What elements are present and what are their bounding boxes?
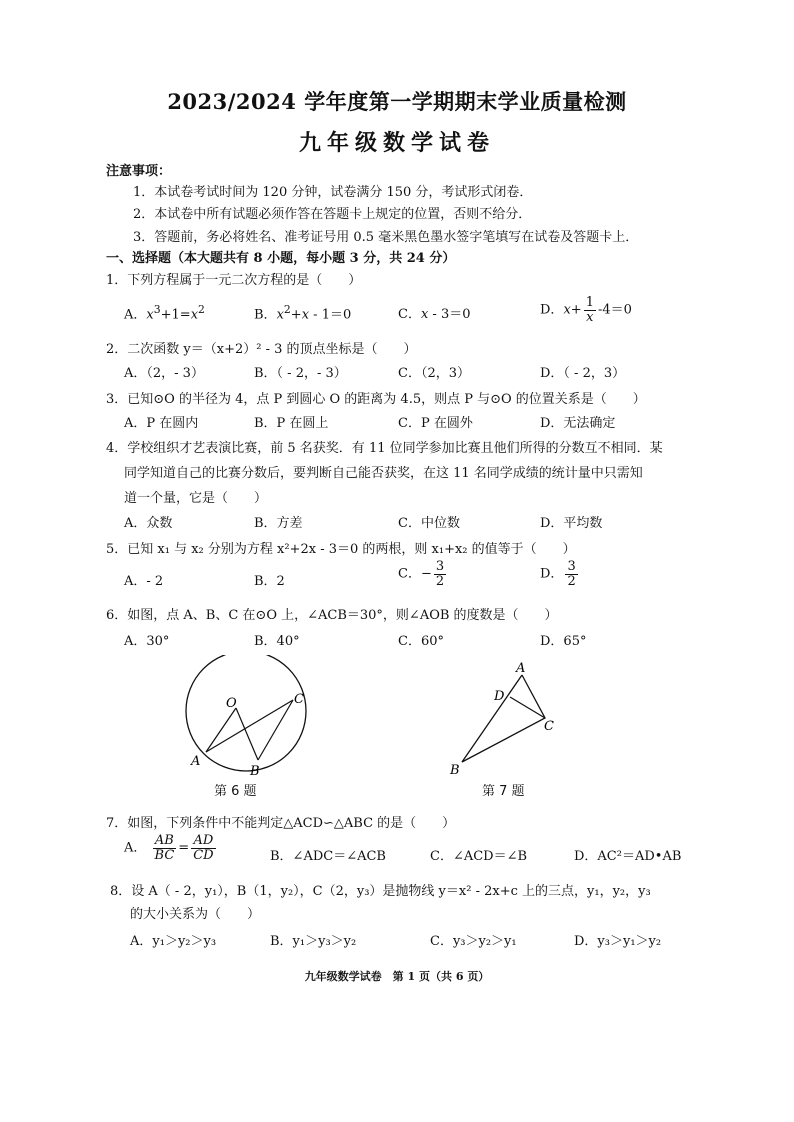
segment-ac (206, 700, 293, 752)
q2-stem: 2．二次函数 y＝（x+2）² - 3 的顶点坐标是（ ） (106, 342, 417, 357)
label-c: C (294, 692, 304, 707)
q1-option-d: D．x+ $\frac{1}{x}$ -4＝0 (540, 295, 632, 325)
q1-stem: 1．下列方程属于一元二次方程的是（ ） (106, 273, 362, 288)
q4-option-a: A．众数 (124, 516, 173, 531)
q6-option-b: B．40° (254, 634, 300, 649)
figure-6-caption: 第 6 题 (214, 784, 257, 799)
q4-line-2: 同学知道自己的比赛分数后，要判断自己能否获奖，在这 11 名同学成绩的统计量中只需知 (124, 466, 643, 481)
q7-option-d: D．AC²＝AD•AB (574, 849, 682, 864)
exam-subtitle: 九年级数学试卷 (298, 130, 495, 156)
q1-option-a: A．$x^3+1=x^2$ (124, 303, 205, 323)
q7-option-c: C．∠ACD＝∠B (430, 849, 528, 864)
notice-item-3: 3．答题前，务必将姓名、准考证号用 0.5 毫米黑色墨水签字笔填写在试卷及答题卡上． (133, 230, 639, 245)
figure-6-circle (170, 655, 330, 780)
label-o: O (226, 696, 237, 711)
q7-option-b: B．∠ADC＝∠ACB (270, 849, 386, 864)
q8-option-c: C．y₃＞y₂＞y₁ (430, 934, 517, 949)
q5-option-d: D． $\frac{3}{2}$ (540, 559, 576, 589)
figure-7-triangle (440, 660, 570, 780)
label-b: B (450, 763, 460, 778)
q7-stem: 7．如图，下列条件中不能判定△ACD∽△ABC 的是（ ） (106, 816, 456, 831)
q2-option-d: D．（ - 2，3） (540, 366, 626, 381)
q1-option-b: B．$x^2+x - 1=0$ (254, 303, 352, 323)
q2-option-b: B．（ - 2，- 3） (254, 366, 347, 381)
section-heading: 一、选择题（本大题共有 8 小题，每小题 3 分，共 24 分） (106, 251, 456, 266)
q4-option-b: B．方差 (254, 516, 303, 531)
q8-option-d: D．y₃＞y₁＞y₂ (574, 934, 662, 949)
q4-option-d: D．平均数 (540, 516, 603, 531)
q3-option-a: A．P 在圆内 (124, 416, 199, 431)
q7-option-a: A． $\frac{AB}{BC}$ = $\frac{AD}{CD}$ (124, 833, 214, 863)
q4-line-3: 道一个量，它是（ ） (124, 491, 268, 506)
q5-option-b: B．2 (254, 574, 285, 589)
q1-option-c: C．x - 3＝0 (398, 307, 471, 322)
q3-stem: 3．已知⊙O 的半径为 4，点 P 到圆心 O 的距离为 4.5，则点 P 与⊙O 的位置关系是（ ） (106, 392, 646, 407)
q5-stem: 5．已知 x₁ 与 x₂ 分别为方程 x²+2x - 3＝0 的两根，则 x₁+x₂ 的值等于（ ） (106, 542, 576, 557)
q4-line-1: 4．学校组织才艺表演比赛，前 5 名获奖．有 11 位同学参加比赛且他们所得的分数互不相同．某 (106, 441, 663, 456)
figure-7-caption: 第 7 题 (482, 784, 525, 799)
notice-item-2: 2．本试卷中所有试题必须作答在答题卡上规定的位置，否则不给分． (133, 207, 532, 222)
segment-bc (258, 700, 293, 760)
notice-heading: 注意事项： (106, 164, 172, 179)
q8-line-1: 8．设 A（ - 2，y₁），B（1，y₂），C（2，y₃）是抛物线 y＝x² - 2x+c 上的三点，y₁，y₂，y₃ (110, 884, 651, 899)
q5-option-c: C．− $\frac{3}{2}$ (398, 559, 445, 589)
q2-option-a: A．（2，- 3） (124, 366, 204, 381)
q3-option-d: D．无法确定 (540, 416, 616, 431)
circle-o (186, 655, 306, 771)
q6-stem: 6．如图，点 A、B、C 在⊙O 上，∠ACB＝30°，则∠AOB 的度数是（ ） (106, 608, 558, 623)
label-c: C (544, 719, 554, 734)
segment-oa (206, 708, 236, 752)
q6-option-d: D．65° (540, 634, 587, 649)
exam-title: 2023/2024 学年度第一学期期末学业质量检测 (167, 89, 627, 114)
q2-option-c: C．（2，3） (398, 366, 470, 381)
q3-option-c: C．P 在圆外 (398, 416, 473, 431)
q6-option-a: A．30° (124, 634, 170, 649)
q5-option-a: A．- 2 (124, 574, 164, 589)
q3-option-b: B．P 在圆上 (254, 416, 329, 431)
q6-option-c: C．60° (398, 634, 444, 649)
segment-ob (236, 708, 258, 760)
notice-item-1: 1．本试卷考试时间为 120 分钟，试卷满分 150 分，考试形式闭卷． (133, 185, 533, 200)
label-d: D (494, 689, 505, 704)
q8-option-b: B．y₁＞y₃＞y₂ (270, 934, 357, 949)
label-a: A (191, 754, 201, 769)
q4-option-c: C．中位数 (398, 516, 460, 531)
label-b: B (250, 764, 260, 779)
page-footer: 九年级数学试卷 第 1 页（共 6 页） (304, 970, 490, 983)
q8-line-2: 的大小关系为（ ） (130, 907, 261, 922)
q8-option-a: A．y₁＞y₂＞y₃ (130, 934, 217, 949)
label-a: A (516, 661, 526, 676)
